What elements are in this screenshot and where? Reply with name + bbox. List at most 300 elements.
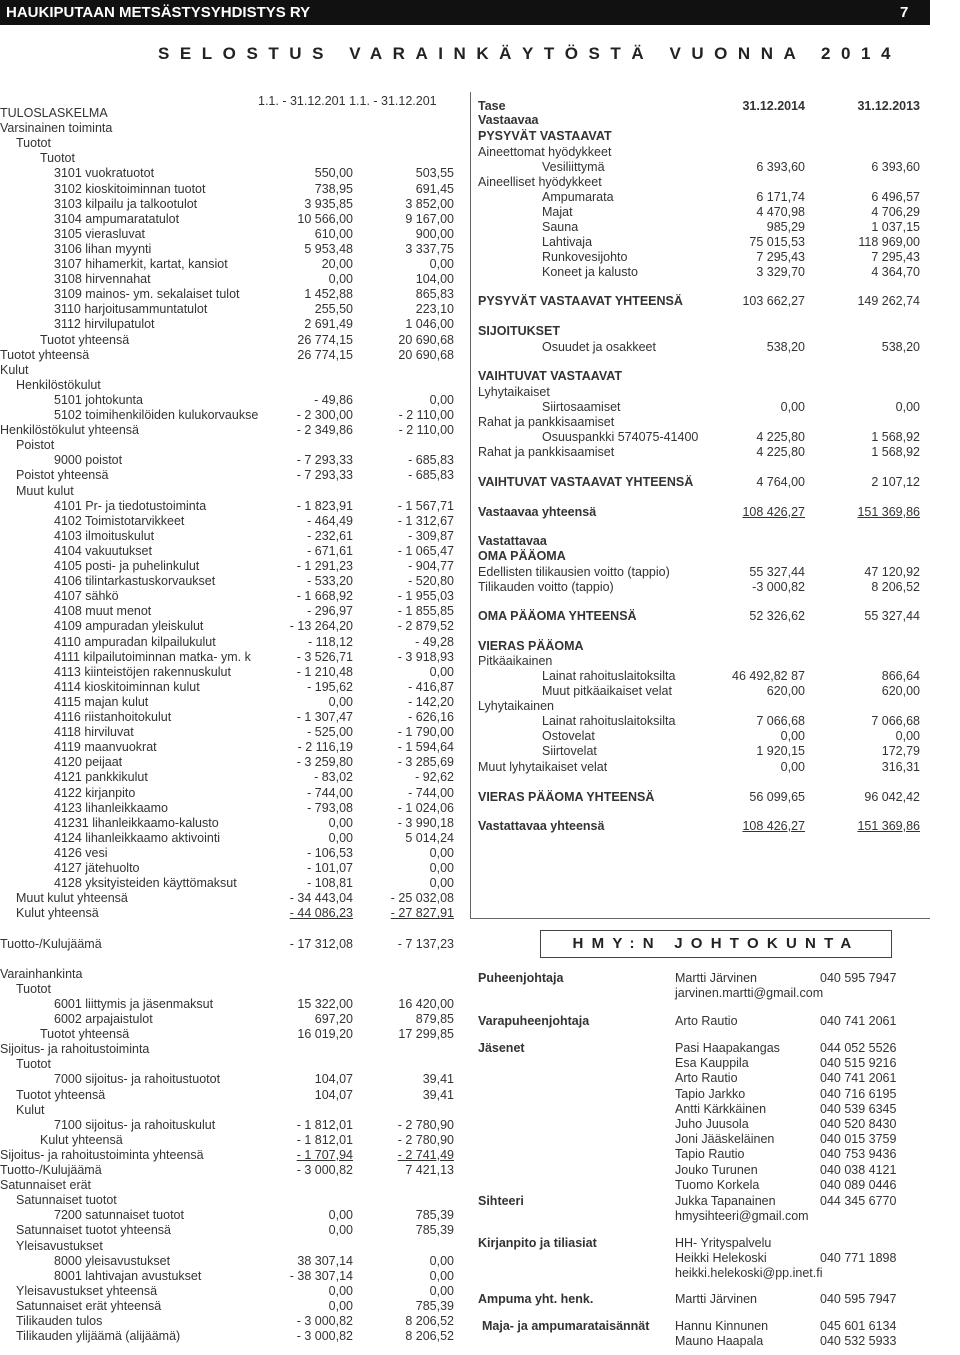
balance-row: [478, 684, 920, 699]
income-value-previous: 0,00: [429, 257, 454, 271]
balance-row-label: VIERAS PÄÄOMA YHTEENSÄ: [478, 790, 655, 804]
income-row: [0, 423, 454, 438]
balance-value-current: 7 295,43: [756, 250, 805, 264]
board-member-phone: 040 595 7947: [820, 1292, 897, 1306]
income-row: [0, 921, 454, 936]
income-row-label: 4121 pankkikulut: [54, 770, 148, 785]
income-row: [0, 1012, 454, 1027]
income-value-current: - 1 812,01: [296, 1132, 353, 1147]
income-row-label: Tuotot yhteensä: [40, 332, 130, 347]
income-value-current: - 7 293,33: [296, 468, 353, 483]
balance-row-label: VAIHTUVAT VASTAAVAT YHTEENSÄ: [478, 475, 694, 489]
balance-row-label: Ampumarata: [542, 190, 614, 204]
income-row-label: 9000 poistot: [54, 453, 123, 468]
income-value-previous: - 2 780,90: [397, 1132, 454, 1147]
balance-row-label: Lainat rahoituslaitoksilta: [542, 669, 676, 683]
balance-row-label: Lyhytaikaiset: [478, 385, 550, 399]
income-value-current: 15 322,00: [297, 996, 353, 1011]
income-row-label: 4109 ampuradan yleiskulut: [54, 619, 204, 634]
income-value-previous: 3 852,00: [405, 196, 454, 211]
income-value-previous: - 3 918,93: [397, 649, 454, 664]
income-row: [0, 1314, 454, 1329]
income-value-current: - 2 349,86: [296, 423, 353, 438]
balance-row: [478, 790, 920, 805]
income-row-label: Sijoitus- ja rahoitustoiminta yhteensä: [0, 1147, 204, 1162]
income-value-current: - 1 823,91: [296, 498, 353, 513]
balance-value-previous: 149 262,74: [857, 294, 920, 308]
income-row: [0, 227, 454, 242]
balance-value-previous: 118 969,00: [858, 235, 920, 249]
board-member-name: hmysihteeri@gmail.com: [675, 1209, 809, 1224]
balance-row-label: Osuuspankki 574075-41400: [542, 430, 699, 444]
income-value-current: - 3 526,71: [296, 649, 353, 664]
balance-value-current: 6 393,60: [756, 160, 805, 174]
balance-date-current: 31.12.2014: [742, 99, 805, 113]
balance-value-previous: 538,20: [881, 340, 920, 354]
income-value-current: - 38 307,14: [289, 1268, 353, 1283]
income-row: [0, 484, 454, 499]
board-role: Puheenjohtaja: [478, 971, 564, 985]
organization-name: HAUKIPUTAAN METSÄSTYSYHDISTYS RY: [6, 4, 311, 21]
income-row-label: 3103 kilpailu ja talkootulot: [54, 196, 198, 211]
board-member-name: Arto Rautio: [675, 1071, 738, 1086]
income-value-current: - 17 312,08: [289, 936, 353, 951]
income-value-current: 104,07: [314, 1087, 353, 1102]
income-row: [0, 680, 454, 695]
income-row-label: Varainhankinta: [0, 966, 83, 981]
balance-value-previous: 1 037,15: [871, 220, 920, 234]
income-row: [0, 438, 454, 453]
balance-value-previous: 2 107,12: [871, 475, 920, 489]
income-row: [0, 1133, 454, 1148]
balance-value-current: 3 329,70: [756, 265, 805, 279]
income-row-label: 3106 lihan myynti: [54, 241, 152, 256]
income-row-label: Muut kulut yhteensä: [16, 891, 128, 906]
income-row-label: 7100 sijoitus- ja rahoituskulut: [54, 1117, 216, 1132]
balance-row-label: Vesiliittymä: [542, 160, 605, 174]
balance-row: [478, 549, 920, 564]
balance-value-current: 55 327,44: [749, 565, 805, 579]
balance-row: [478, 565, 920, 580]
income-value-previous: 0,00: [429, 392, 454, 407]
income-value-current: - 101,07: [307, 861, 353, 875]
income-value-previous: 223,10: [415, 302, 454, 317]
income-row: [0, 906, 454, 921]
board-role: Ampuma yht. henk.: [478, 1292, 594, 1306]
balance-value-previous: 1 568,92: [871, 430, 920, 444]
board-role: Maja- ja ampumarataisännät: [482, 1319, 650, 1333]
income-value-current: 26 774,15: [297, 332, 353, 347]
income-row: [0, 650, 454, 665]
board-member-phone: 040 038 4121: [820, 1162, 897, 1177]
income-row-label: Tuotto-/Kulujäämä: [0, 936, 102, 951]
income-row-label: Kulut: [0, 362, 29, 377]
income-row: [0, 740, 454, 755]
income-row-label: Muut kulut: [16, 483, 74, 498]
balance-value-current: 538,20: [766, 340, 805, 354]
income-row-label: Satunnaiset erät: [0, 1178, 92, 1193]
balance-row: [478, 265, 920, 280]
balance-value-current: 1 920,15: [756, 744, 805, 758]
income-value-previous: 0,00: [429, 1253, 454, 1268]
board-member-name: Arto Rautio: [675, 1014, 738, 1028]
board-member-name: Hannu Kinnunen: [675, 1319, 769, 1333]
income-value-current: - 118,12: [308, 634, 353, 649]
income-row-label: 6001 liittymis ja jäsenmaksut: [54, 996, 214, 1011]
income-value-previous: - 2 741,49: [397, 1147, 454, 1162]
balance-row-label: Vastattavaa: [478, 534, 547, 548]
income-row: [0, 635, 454, 650]
balance-row-label: Osuudet ja osakkeet: [542, 340, 656, 354]
income-row-label: Tuotot: [16, 1057, 51, 1072]
income-row: [0, 453, 454, 468]
income-row-label: Tuotot: [40, 151, 75, 166]
income-value-previous: 0,00: [429, 876, 454, 891]
balance-row-label: OMA PÄÄOMA: [478, 549, 566, 563]
income-row-label: 4116 riistanhoitokulut: [54, 710, 172, 724]
income-value-current: 550,00: [314, 166, 353, 181]
balance-row-label: SIJOITUKSET: [478, 324, 560, 338]
income-row: [0, 997, 454, 1012]
balance-value-previous: 1 568,92: [871, 445, 920, 459]
balance-value-previous: 151 369,86: [857, 505, 920, 519]
balance-row: [478, 235, 920, 250]
income-value-previous: - 2 110,00: [398, 408, 454, 422]
income-value-current: - 296,97: [307, 604, 353, 619]
income-value-previous: 17 299,85: [398, 1027, 454, 1042]
balance-row-label: Runkovesijohto: [542, 250, 628, 264]
balance-row-label: Aineettomat hyödykkeet: [478, 145, 612, 159]
income-row: [0, 1208, 454, 1223]
income-value-current: - 3 000,82: [296, 1163, 353, 1177]
balance-row: [478, 699, 920, 714]
income-row: [0, 333, 454, 348]
income-value-previous: - 1 024,06: [397, 800, 454, 815]
income-value-previous: - 49,28: [415, 634, 454, 649]
income-row: [0, 1103, 454, 1118]
balance-row-label: Vastattavaa yhteensä: [478, 819, 605, 833]
income-row: [0, 937, 454, 952]
income-row: [0, 967, 454, 982]
balance-value-current: 108 426,27: [742, 505, 805, 519]
income-row-label: 8001 lahtivajan avustukset: [54, 1268, 202, 1283]
balance-row: [478, 654, 920, 669]
income-value-previous: - 685,83: [408, 468, 454, 483]
income-row: [0, 212, 454, 227]
board-member-name: Esa Kauppila: [675, 1056, 749, 1071]
income-value-current: - 44 086,23: [289, 906, 353, 921]
balance-row-label: Rahat ja pankkisaamiset: [478, 415, 615, 429]
balance-row-label: Lahtivaja: [542, 235, 593, 249]
income-row: [0, 468, 454, 483]
income-value-current: 38 307,14: [297, 1253, 353, 1268]
income-value-previous: 0,00: [429, 664, 454, 679]
board-member-name: Tapio Jarkko: [675, 1086, 746, 1101]
income-row-label: 4111 kilpailutoiminnan matka- ym. k: [54, 649, 251, 664]
balance-value-previous: 151 369,86: [857, 819, 920, 833]
income-value-previous: 7 421,13: [405, 1163, 454, 1177]
income-value-previous: - 3 990,18: [397, 815, 454, 830]
income-row: [0, 1118, 454, 1133]
income-row: [0, 1057, 454, 1072]
income-row: [0, 106, 454, 121]
income-row-label: Henkilöstökulut: [16, 377, 101, 392]
income-value-previous: - 142,20: [408, 694, 454, 709]
balance-row: [478, 669, 920, 684]
column-divider: [470, 92, 471, 918]
income-value-previous: 20 690,68: [398, 347, 454, 362]
income-row: [0, 1178, 454, 1193]
income-value-previous: 8 206,52: [405, 1329, 454, 1344]
income-row: [0, 1193, 454, 1208]
balance-row: [478, 190, 920, 205]
income-row: [0, 1299, 454, 1314]
income-row-label: Yleisavustukset yhteensä: [16, 1283, 158, 1298]
income-row: [0, 816, 454, 831]
income-row-label: 7000 sijoitus- ja rahoitustuotot: [54, 1072, 221, 1087]
income-row-label: Kulut: [16, 1102, 45, 1117]
board-member-phone: 040 089 0446: [820, 1177, 897, 1192]
balance-row-label: Siirtosaamiset: [542, 400, 621, 414]
income-value-previous: 0,00: [429, 1268, 454, 1283]
income-value-current: - 2 116,19: [297, 740, 353, 755]
balance-value-previous: 96 042,42: [864, 790, 920, 804]
income-value-current: - 49,86: [314, 392, 353, 407]
income-value-current: - 533,20: [307, 574, 353, 589]
balance-row: [478, 415, 920, 430]
income-row: [0, 574, 454, 589]
income-value-previous: - 1 312,67: [397, 513, 454, 528]
board-member-name: Tuomo Korkela: [675, 1177, 760, 1192]
income-row-label: 4102 Toimistotarvikkeet: [54, 513, 185, 528]
income-row: [0, 393, 454, 408]
income-row-label: Tuotot yhteensä: [40, 1027, 130, 1042]
balance-value-previous: 866,64: [881, 669, 920, 683]
income-row-label: 4105 posti- ja puhelinkulut: [54, 559, 200, 573]
income-value-current: 10 566,00: [297, 211, 353, 226]
board-member-phone: 040 595 7947: [820, 971, 897, 985]
board-title: HMY:N JOHTOKUNTA: [540, 930, 892, 958]
income-value-previous: - 1 065,47: [397, 543, 454, 558]
balance-value-previous: 6 393,60: [871, 160, 920, 174]
period-header-previous: 1.1. - 31.12.201: [349, 94, 437, 108]
balance-value-current: 46 492,82 87: [732, 669, 805, 683]
balance-row: [478, 385, 920, 400]
balance-value-current: 108 426,27: [742, 819, 805, 833]
board-member-name: Tapio Rautio: [675, 1147, 745, 1162]
board-member-name: HH- Yrityspalvelu: [675, 1236, 772, 1250]
income-value-previous: - 904,77: [408, 559, 454, 573]
balance-row: [478, 369, 920, 384]
balance-row-label: Lainat rahoituslaitoksilta: [542, 714, 676, 728]
balance-row: [478, 430, 920, 445]
income-row-label: 4122 kirjanpito: [54, 785, 136, 800]
balance-row-label: PYSYVÄT VASTAAVAT: [478, 129, 612, 143]
balance-value-current: 4 225,80: [756, 430, 805, 444]
income-row-label: 41231 lihanleikkaamo-kalusto: [54, 815, 219, 830]
balance-value-current: 7 066,68: [756, 714, 805, 728]
income-value-current: 0,00: [328, 830, 353, 845]
income-value-previous: 691,45: [415, 181, 454, 196]
income-value-previous: 8 206,52: [405, 1314, 454, 1328]
income-row: [0, 1239, 454, 1254]
balance-row: [478, 250, 920, 265]
income-row: [0, 559, 454, 574]
balance-row: [478, 294, 920, 309]
board-role: Sihteeri: [478, 1194, 524, 1208]
income-row-label: 3107 hihamerkit, kartat, kansiot: [54, 257, 228, 271]
income-value-current: - 1 812,01: [296, 1117, 353, 1132]
income-row-label: Tuotto-/Kulujäämä: [0, 1163, 102, 1177]
income-row: [0, 317, 454, 332]
income-row: [0, 770, 454, 785]
balance-row: [478, 819, 920, 834]
balance-row: [478, 113, 920, 128]
income-row-label: 4123 lihanleikkaamo: [54, 800, 168, 815]
income-value-current: - 744,00: [307, 785, 353, 800]
income-value-previous: - 626,16: [408, 710, 454, 724]
income-row-label: TULOSLASKELMA: [0, 106, 108, 120]
balance-row: [478, 475, 920, 490]
income-row-label: Poistot: [16, 438, 55, 453]
income-row: [0, 619, 454, 634]
board-member-phone: 040 753 9436: [820, 1147, 897, 1162]
income-value-current: - 671,61: [307, 543, 353, 558]
board-member-phone: 040 515 9216: [820, 1056, 897, 1071]
income-row: [0, 408, 454, 423]
income-row: [0, 755, 454, 770]
income-value-current: - 83,02: [314, 770, 353, 785]
board-member-phone: 040 741 2061: [820, 1071, 897, 1086]
income-row: [0, 1254, 454, 1269]
income-value-previous: 785,39: [415, 1223, 454, 1238]
income-row-label: Poistot yhteensä: [16, 468, 109, 483]
board-member-name: Jukka Tapanainen: [675, 1194, 776, 1208]
income-row-label: 4115 majan kulut: [54, 694, 149, 709]
income-row-label: 3108 hirvennahat: [54, 272, 151, 287]
balance-value-current: 620,00: [766, 684, 805, 698]
income-value-current: 5 953,48: [304, 241, 353, 256]
income-value-current: - 1 210,48: [296, 664, 353, 679]
income-value-previous: - 27 827,91: [390, 906, 454, 921]
income-row: [0, 1329, 454, 1344]
balance-value-current: 52 326,62: [749, 609, 805, 623]
balance-row-label: Vastaavaa: [478, 113, 539, 127]
income-value-previous: - 25 032,08: [390, 891, 454, 906]
income-row-label: Kulut yhteensä: [40, 1132, 123, 1147]
balance-row: [478, 534, 920, 549]
balance-row: [478, 714, 920, 729]
section-divider: [470, 918, 930, 919]
income-value-current: - 1 668,92: [296, 589, 353, 604]
income-row: [0, 121, 454, 136]
income-row-label: Tilikauden tulos: [16, 1314, 103, 1328]
income-row-label: Varsinainen toiminta: [0, 121, 113, 136]
board-member-phone: 040 520 8430: [820, 1117, 897, 1131]
income-row-label: Sijoitus- ja rahoitustoiminta: [0, 1042, 150, 1057]
page-number: 7: [900, 4, 909, 21]
income-row-label: Tuotot: [16, 136, 51, 151]
income-value-current: 697,20: [314, 1012, 353, 1026]
income-value-current: 1 452,88: [304, 287, 353, 302]
income-value-current: 255,50: [314, 302, 353, 317]
income-row: [0, 166, 454, 181]
income-row: [0, 514, 454, 529]
income-value-current: - 13 264,20: [289, 619, 353, 634]
income-row: [0, 831, 454, 846]
balance-value-current: 56 099,65: [749, 790, 805, 804]
income-row-label: 4114 kioskitoiminnan kulut: [54, 679, 200, 694]
income-row: [0, 1027, 454, 1042]
income-value-current: - 3 000,82: [296, 1314, 353, 1328]
income-value-previous: - 2 110,00: [398, 423, 454, 438]
board-member-name: heikki.helekoski@pp.inet.fi: [675, 1266, 823, 1281]
board-member-name: Juho Juusola: [675, 1117, 749, 1131]
income-row-label: Henkilöstökulut yhteensä: [0, 423, 139, 438]
income-value-previous: - 2 780,90: [397, 1117, 454, 1132]
income-value-current: - 525,00: [307, 725, 353, 740]
income-row-label: 3101 vuokratuotot: [54, 166, 155, 181]
income-row-label: 3105 vierasluvat: [54, 226, 146, 241]
board-member-phone: 040 539 6345: [820, 1101, 897, 1116]
income-row: [0, 363, 454, 378]
income-value-current: - 793,08: [307, 800, 353, 815]
board-member-phone: 044 052 5526: [820, 1041, 897, 1055]
income-value-current: 0,00: [328, 272, 353, 287]
balance-row-label: VIERAS PÄÄOMA: [478, 639, 584, 653]
balance-row: [478, 205, 920, 220]
balance-row-label: Edellisten tilikausien voitto (tappio): [478, 565, 670, 579]
income-row-label: 5102 toimihenkilöiden kulukorvaukse: [54, 408, 259, 422]
income-row: [0, 257, 454, 272]
income-row: [0, 861, 454, 876]
balance-row: [478, 324, 920, 339]
board-member-name: jarvinen.martti@gmail.com: [675, 986, 824, 1001]
income-row: [0, 725, 454, 740]
balance-row: [478, 744, 920, 759]
income-value-current: - 1 707,94: [296, 1147, 353, 1162]
income-value-previous: - 685,83: [408, 453, 454, 468]
balance-value-current: 6 171,74: [756, 190, 805, 204]
income-row: [0, 589, 454, 604]
income-row-label: 4107 sähkö: [54, 589, 119, 604]
income-row-label: 4110 ampuradan kilpailukulut: [54, 634, 216, 649]
balance-row-label: Majat: [542, 205, 573, 219]
board-member-phone: 044 345 6770: [820, 1194, 897, 1208]
board-role: Varapuheenjohtaja: [478, 1014, 590, 1028]
income-row: [0, 786, 454, 801]
income-row: [0, 846, 454, 861]
income-row-label: Tuotot: [16, 981, 51, 996]
income-value-current: - 195,62: [307, 679, 353, 694]
income-value-previous: 39,41: [422, 1087, 454, 1102]
board-member-name: Heikki Helekoski: [675, 1251, 767, 1266]
balance-value-current: 103 662,27: [742, 294, 805, 308]
balance-row: [478, 400, 920, 415]
income-value-previous: 9 167,00: [405, 211, 454, 226]
income-value-current: - 464,49: [307, 513, 353, 528]
balance-value-current: 985,29: [766, 220, 805, 234]
balance-value-previous: 316,31: [881, 760, 920, 774]
board-member-name: Pasi Haapakangas: [675, 1041, 780, 1055]
income-value-previous: - 92,62: [415, 770, 454, 785]
board-role: Kirjanpito ja tiliasiat: [478, 1236, 597, 1250]
income-value-previous: 900,00: [415, 226, 454, 241]
balance-row-label: Sauna: [542, 220, 579, 234]
board-member-name: Martti Järvinen: [675, 971, 757, 985]
board-member-phone: 040 716 6195: [820, 1086, 897, 1101]
income-value-current: 20,00: [321, 257, 353, 271]
